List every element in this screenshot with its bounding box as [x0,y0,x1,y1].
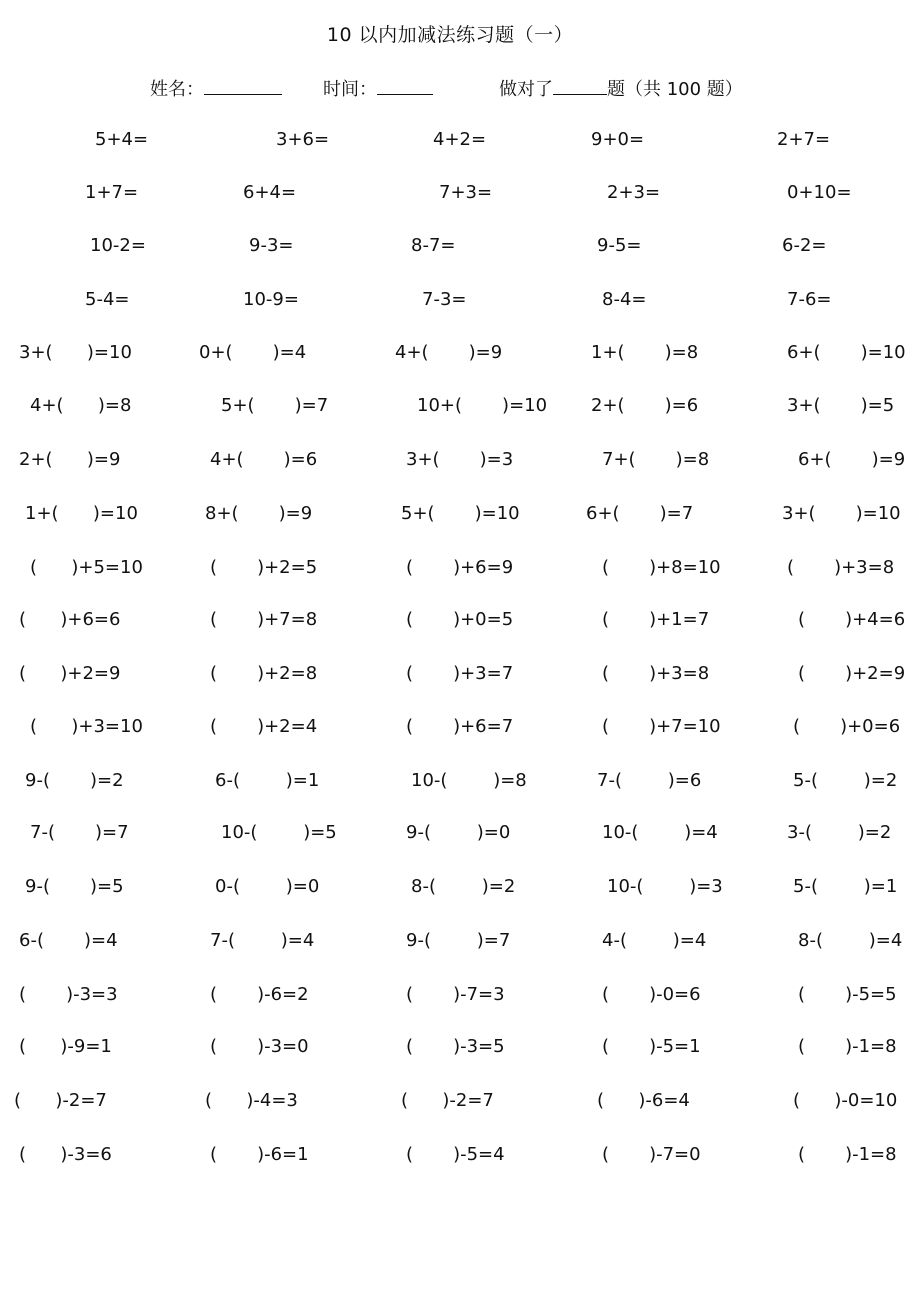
problem-r18-c3: ( )-3=5 [406,1036,505,1057]
problem-r19-c5: ( )-0=10 [793,1090,898,1111]
problem-r14-c4: 10-( )=4 [602,822,718,843]
problem-r10-c4: ( )+1=7 [602,609,710,630]
name-field [150,74,282,100]
problem-r9-c2: ( )+2=5 [210,557,318,578]
problem-r18-c1: ( )-9=1 [19,1036,112,1057]
problem-r15-c5: 5-( )=1 [793,876,898,897]
problem-r15-c3: 8-( )=2 [411,876,516,897]
problem-r20-c2: ( )-6=1 [210,1144,309,1165]
problem-r2-c4: 2+3= [607,182,661,203]
problem-r9-c3: ( )+6=9 [406,557,514,578]
problem-r13-c2: 6-( )=1 [215,770,320,791]
correct-count-blank[interactable] [553,74,607,95]
problem-r2-c5: 0+10= [787,182,852,203]
problem-r7-c2: 4+( )=6 [210,449,318,470]
problem-r10-c5: ( )+4=6 [798,609,906,630]
problem-r14-c2: 10-( )=5 [221,822,337,843]
problem-r20-c1: ( )-3=6 [19,1144,112,1165]
problem-r14-c5: 3-( )=2 [787,822,892,843]
problem-r10-c2: ( )+7=8 [210,609,318,630]
problem-r12-c3: ( )+6=7 [406,716,514,737]
problem-r14-c1: 7-( )=7 [30,822,129,843]
problem-r5-c2: 0+( )=4 [199,342,307,363]
problem-r11-c5: ( )+2=9 [798,663,906,684]
problem-r19-c3: ( )-2=7 [401,1090,494,1111]
problem-r17-c5: ( )-5=5 [798,984,897,1005]
problem-r1-c5: 2+7= [777,129,831,150]
problem-r2-c2: 6+4= [243,182,297,203]
name-blank[interactable] [204,74,282,95]
name-label: 姓名： [150,79,204,100]
problem-r15-c4: 10-( )=3 [607,876,723,897]
problem-r15-c2: 0-( )=0 [215,876,320,897]
problem-r16-c3: 9-( )=7 [406,930,511,951]
problem-r6-c4: 2+( )=6 [591,395,699,416]
problem-r2-c3: 7+3= [439,182,493,203]
problem-r1-c1: 5+4= [95,129,149,150]
problem-r10-c1: ( )+6=6 [19,609,121,630]
problem-r3-c1: 10-2= [90,235,146,256]
time-blank[interactable] [377,74,433,95]
problem-r17-c3: ( )-7=3 [406,984,505,1005]
problem-r9-c1: ( )+5=10 [30,557,143,578]
problem-r7-c3: 3+( )=3 [406,449,514,470]
problem-r4-c4: 8-4= [602,289,647,310]
problem-r4-c1: 5-4= [85,289,130,310]
problem-r5-c3: 4+( )=9 [395,342,503,363]
problem-r11-c4: ( )+3=8 [602,663,710,684]
problem-r13-c1: 9-( )=2 [25,770,124,791]
page-title: 10 以内加减法练习题（一） [326,24,574,46]
problem-r6-c1: 4+( )=8 [30,395,132,416]
time-label: 时间： [323,79,377,100]
problem-r4-c2: 10-9= [243,289,299,310]
problem-r5-c5: 6+( )=10 [787,342,906,363]
problem-r20-c5: ( )-1=8 [798,1144,897,1165]
problem-r19-c2: ( )-4=3 [205,1090,298,1111]
problem-r3-c3: 8-7= [411,235,456,256]
problem-r3-c2: 9-3= [249,235,294,256]
problem-r6-c2: 5+( )=7 [221,395,329,416]
problem-r8-c2: 8+( )=9 [205,503,313,524]
problem-r4-c5: 7-6= [787,289,832,310]
problem-r13-c3: 10-( )=8 [411,770,527,791]
problem-r17-c2: ( )-6=2 [210,984,309,1005]
problem-r17-c4: ( )-0=6 [602,984,701,1005]
problem-r7-c5: 6+( )=9 [798,449,906,470]
problem-r8-c1: 1+( )=10 [25,503,138,524]
score-field [499,74,743,100]
problem-r13-c5: 5-( )=2 [793,770,898,791]
problem-r1-c2: 3+6= [276,129,330,150]
problem-r16-c4: 4-( )=4 [602,930,707,951]
problem-r14-c3: 9-( )=0 [406,822,511,843]
problem-r18-c4: ( )-5=1 [602,1036,701,1057]
problem-r5-c1: 3+( )=10 [19,342,132,363]
problem-r12-c4: ( )+7=10 [602,716,721,737]
problem-r11-c3: ( )+3=7 [406,663,514,684]
time-field [323,74,433,100]
problem-r15-c1: 9-( )=5 [25,876,124,897]
problem-r10-c3: ( )+0=5 [406,609,514,630]
problem-r4-c3: 7-3= [422,289,467,310]
problem-r8-c5: 3+( )=10 [782,503,901,524]
problem-r5-c4: 1+( )=8 [591,342,699,363]
problem-r3-c4: 9-5= [597,235,642,256]
problem-r19-c1: ( )-2=7 [14,1090,107,1111]
problem-r18-c2: ( )-3=0 [210,1036,309,1057]
problem-r6-c3: 10+( )=10 [417,395,548,416]
problem-r11-c1: ( )+2=9 [19,663,121,684]
total-label: 题（共 100 题） [607,79,743,100]
problem-r8-c3: 5+( )=10 [401,503,520,524]
problem-r12-c5: ( )+0=6 [793,716,901,737]
problem-r20-c4: ( )-7=0 [602,1144,701,1165]
problem-r8-c4: 6+( )=7 [586,503,694,524]
problem-r16-c2: 7-( )=4 [210,930,315,951]
problem-r13-c4: 7-( )=6 [597,770,702,791]
problem-r6-c5: 3+( )=5 [787,395,895,416]
problem-r9-c5: ( )+3=8 [787,557,895,578]
problem-r1-c4: 9+0= [591,129,645,150]
problem-r3-c5: 6-2= [782,235,827,256]
problem-r20-c3: ( )-5=4 [406,1144,505,1165]
problem-r19-c4: ( )-6=4 [597,1090,690,1111]
problem-r9-c4: ( )+8=10 [602,557,721,578]
problem-r7-c4: 7+( )=8 [602,449,710,470]
problem-r2-c1: 1+7= [85,182,139,203]
problem-r17-c1: ( )-3=3 [19,984,118,1005]
problem-r11-c2: ( )+2=8 [210,663,318,684]
problem-r16-c1: 6-( )=4 [19,930,118,951]
problem-r12-c2: ( )+2=4 [210,716,318,737]
problem-r12-c1: ( )+3=10 [30,716,143,737]
correct-label: 做对了 [499,79,553,100]
problem-r1-c3: 4+2= [433,129,487,150]
problem-r18-c5: ( )-1=8 [798,1036,897,1057]
problem-r16-c5: 8-( )=4 [798,930,903,951]
problem-r7-c1: 2+( )=9 [19,449,121,470]
